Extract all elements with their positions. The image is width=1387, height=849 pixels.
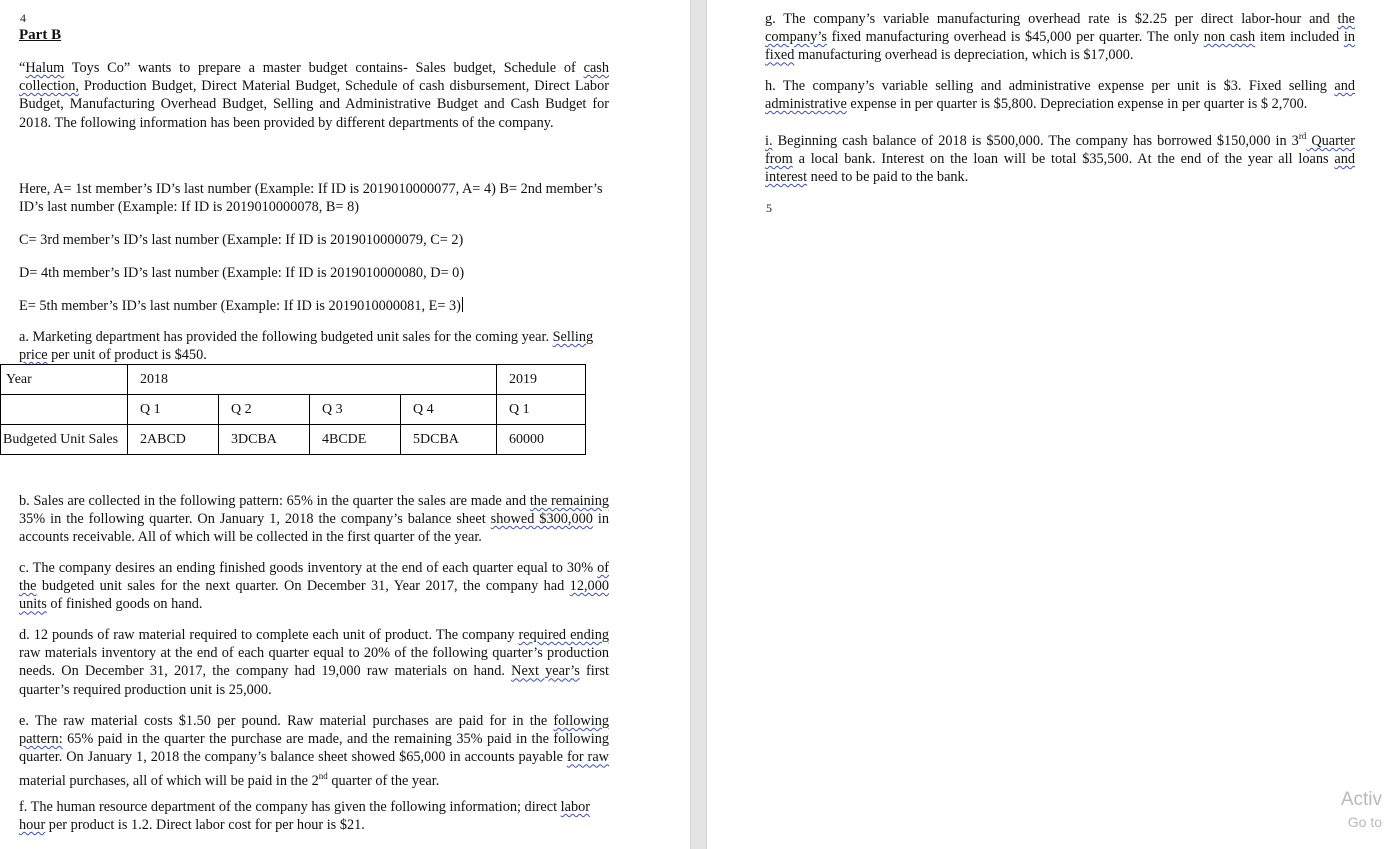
table-cell: Budgeted Unit Sales	[1, 425, 128, 455]
page-5	[707, 0, 1387, 849]
item-e: e. The raw material costs $1.50 per pound. Raw material purchases are paid for in the following pattern: 65% paid in the quarter the purchase are made, and the remaining 35% paid in the following quarter. On January 1, 2018 the company’s balance sheet showed $65,000 in accounts payable for raw material purchases, all of which will be paid in the 2nd quarter of the year.	[19, 713, 609, 789]
table-cell: Q 4	[401, 395, 497, 425]
spell-flag: the company’s	[765, 11, 1355, 46]
activation-watermark-title: Activ	[1340, 789, 1382, 810]
budgeted-sales-table	[0, 364, 586, 455]
item-d: d. 12 pounds of raw material required to complete each unit of product. The company required ending raw materials inventory at the end of each quarter equal to 20% of the following quarter’s production needs. On December 31, 2017, the company had 19,000 raw materials on hand. Next year’s first quarter’s required production unit is 25,000.	[19, 627, 609, 698]
spell-flag: Halum	[25, 60, 65, 76]
item-g: g. The company’s variable manufacturing overhead rate is $2.25 per direct labor-hour and the company’s fixed manufacturing overhead is $45,000 per quarter. The only non cash item included in fixed manufacturing overhead is depreciation, which is $17,000.	[765, 11, 1355, 64]
spell-flag: i.	[765, 132, 773, 149]
spell-flag: the remaining	[529, 493, 609, 509]
intro-paragraph: “Halum Toys Co” wants to prepare a master budget contains- Sales budget, Schedule of cash collection, Production Budget, Direct Material Budget, Schedule of cash disbursement, Direct Labor Budget, Manufacturing Overhead Budget, Selling and Administrative Budget and Cash Budget for 2018. The following information has been provided by different departments of the company.	[19, 60, 609, 131]
definition-c: C= 3rd member’s ID’s last number (Example: If ID is 2019010000079, C= 2)	[19, 232, 464, 248]
spell-flag: cash collection,	[19, 60, 609, 95]
page-number: 5	[766, 201, 772, 215]
spell-flag: showed $300,000	[490, 511, 593, 528]
table-cell: 2018	[128, 365, 497, 395]
table-cell: 3DCBA	[219, 425, 310, 455]
definition-a-b: Here, A= 1st member’s ID’s last number (Example: If ID is 2019010000077, A= 4) B= 2nd member’s ID’s last number (Example: If ID is 2019010000078, B= 8)	[19, 181, 603, 216]
table-cell: 4BCDE	[310, 425, 401, 455]
table-row	[1, 425, 586, 455]
item-b: b. Sales are collected in the following pattern: 65% in the quarter the sales are made and the remaining 35% in the following quarter. On January 1, 2018 the company’s balance sheet showed $300,000 in accounts receivable. All of which will be collected in the first quarter of the year.	[19, 493, 609, 546]
spell-flag: 12,000 units	[19, 578, 609, 613]
spell-flag: Selling price	[19, 329, 594, 364]
table-cell: 60000	[497, 425, 586, 455]
table-cell: 2ABCD	[128, 425, 219, 455]
page-number: 4	[20, 11, 26, 25]
spell-flag: for raw	[566, 749, 609, 766]
item-a: a. Marketing department has provided the following budgeted unit sales for the coming year. Selling price per unit of product is $450.	[19, 329, 594, 364]
spell-flag: labor hour	[19, 799, 591, 834]
item-h: h. The company’s variable selling and administrative expense per unit is $3. Fixed selling and administrative expense in per quarter is $5,800. Depreciation expense in per quarter is $ 2,700.	[765, 78, 1355, 113]
page-4	[0, 0, 690, 849]
table-row	[1, 395, 586, 425]
spell-flag: in fixed	[765, 29, 1355, 64]
table-row	[1, 365, 586, 395]
spell-flag: non cash	[1203, 29, 1256, 46]
page-gutter	[690, 0, 707, 849]
spell-flag: and administrative	[765, 78, 1355, 113]
table-cell: 2019	[497, 365, 586, 395]
table-cell: 5DCBA	[401, 425, 497, 455]
table-cell: Q 2	[219, 395, 310, 425]
spell-flag: and interest	[765, 150, 1355, 186]
definition-d: D= 4th member’s ID’s last number (Example: If ID is 2019010000080, D= 0)	[19, 265, 465, 281]
table-cell: Q 1	[497, 395, 586, 425]
table-cell	[1, 395, 128, 425]
activation-watermark-link[interactable]: Go to	[1347, 814, 1382, 830]
table-cell: Q 1	[128, 395, 219, 425]
item-i: i. Beginning cash balance of 2018 is $500,000. The company has borrowed $150,000 in 3rd Quarter from a local bank. Interest on the loan will be total $35,500. At the end of the year all loans and interest need to be paid to the bank.	[765, 131, 1355, 186]
text-cursor	[462, 297, 463, 312]
spell-flag: Next year’s	[511, 663, 580, 680]
item-c: c. The company desires an ending finished goods inventory at the end of each quarter equal to 30% of the budgeted unit sales for the next quarter. On December 31, Year 2017, the company had 12,000 units of finished goods on hand.	[19, 560, 609, 613]
item-f: f. The human resource department of the company has given the following information; direct labor hour per product is 1.2. Direct labor cost for per hour is $21.	[19, 799, 591, 834]
part-b-heading: Part B	[19, 27, 62, 43]
table-cell: Q 3	[310, 395, 401, 425]
table-cell: Year	[1, 365, 128, 395]
spell-flag: of the	[19, 560, 609, 595]
definition-e: E= 5th member’s ID’s last number (Example: If ID is 2019010000081, E= 3)	[19, 298, 461, 314]
spell-flag: Quarter from	[765, 132, 1355, 167]
spell-flag: required ending	[518, 627, 609, 643]
spell-flag: following pattern:	[19, 713, 609, 748]
